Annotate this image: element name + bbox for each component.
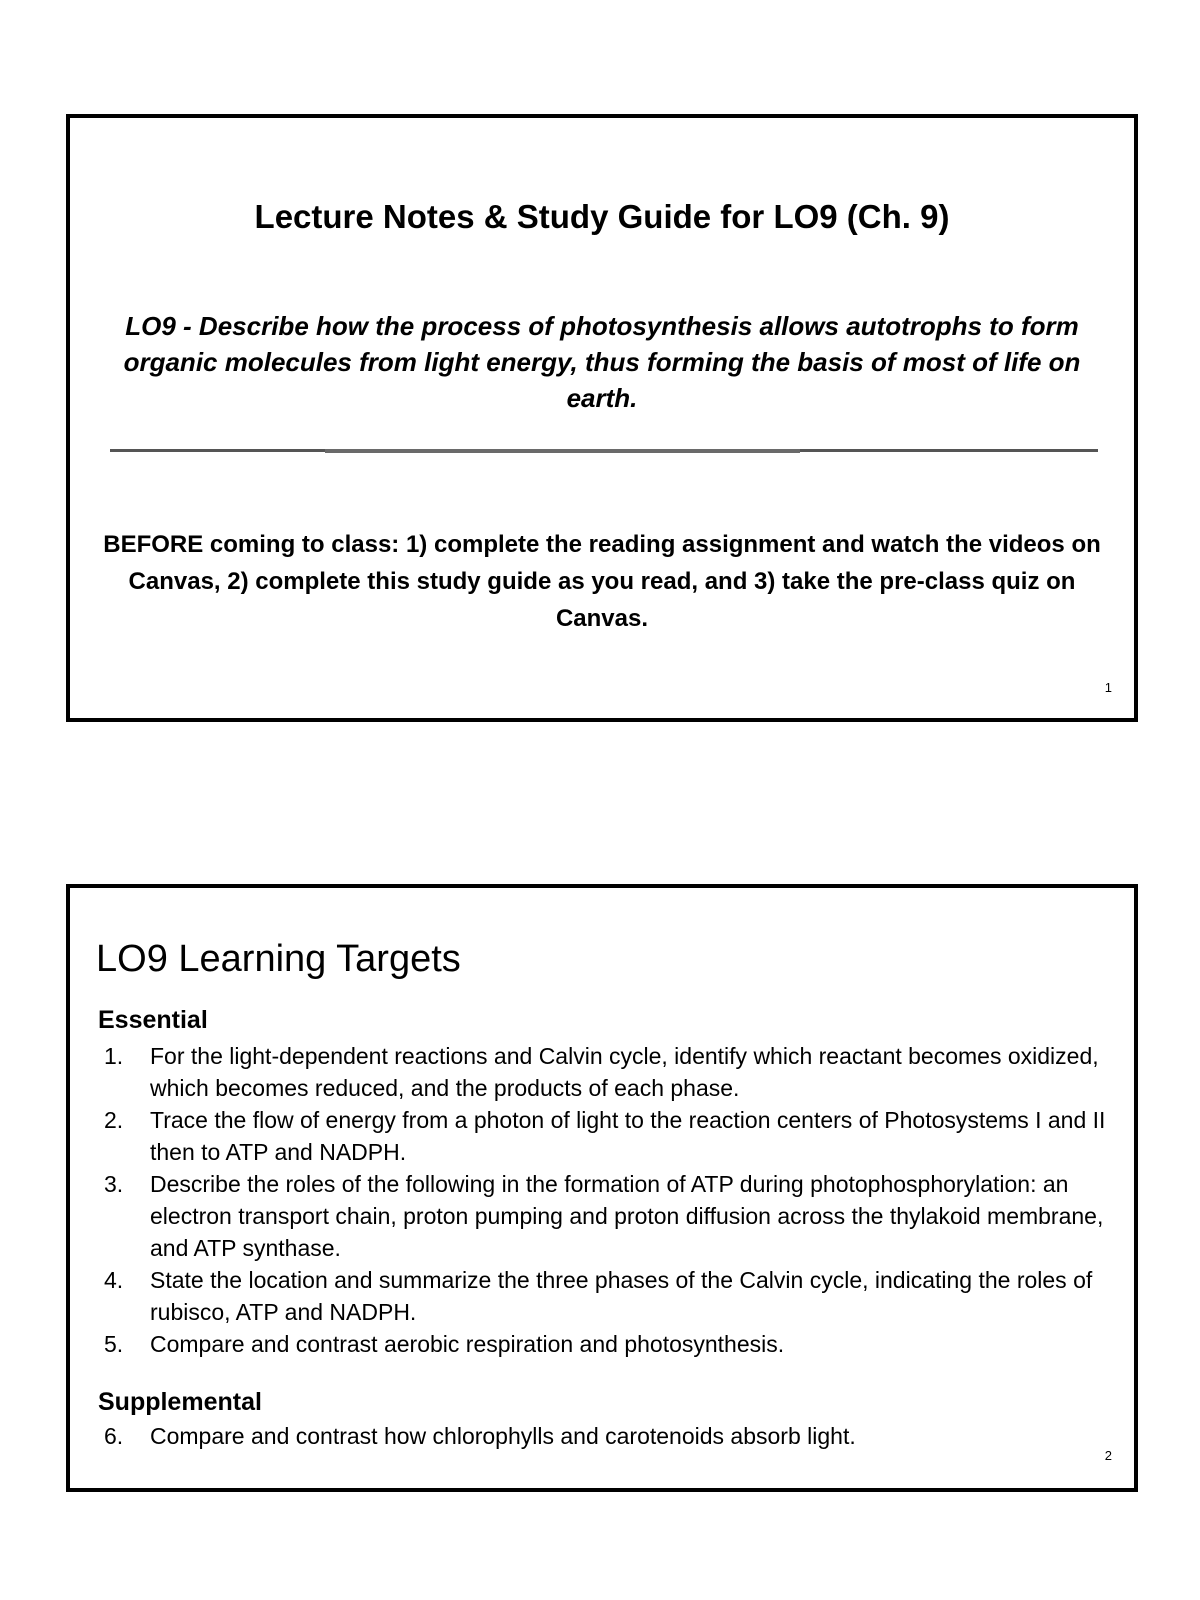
slide-1-title: Lecture Notes & Study Guide for LO9 (Ch. 9): [254, 198, 950, 235]
divider-line: [110, 449, 1098, 452]
item-text: Compare and contrast how chlorophylls and carotenoids absorb light.: [150, 1423, 856, 1449]
slide-number: 2: [1104, 1448, 1112, 1463]
list-item: [98, 1264, 1108, 1328]
item-text: Compare and contrast aerobic respiration and photosynthesis.: [150, 1331, 785, 1357]
item-number: 2.: [104, 1107, 124, 1133]
essential-target-list: [98, 1040, 1108, 1360]
item-number: 4.: [104, 1267, 124, 1293]
item-text: Trace the flow of energy from a photon of light to the reaction centers of Photosystems I and II then to ATP and NADPH.: [150, 1107, 1106, 1165]
list-item: [98, 1040, 1108, 1104]
list-item: [98, 1104, 1108, 1168]
pre-class-instructions: [100, 526, 1104, 637]
list-item: [98, 1420, 1108, 1452]
slide-2-title: LO9 Learning Targets: [96, 938, 461, 980]
item-text: Describe the roles of the following in the formation of ATP during photophosphorylation: an electron transport chain, proton pumping and proton diffusion across the thylakoid membrane, and ATP synthase.: [150, 1171, 1104, 1261]
item-text: State the location and summarize the three phases of the Calvin cycle, indicating the roles of rubisco, ATP and NADPH.: [150, 1267, 1093, 1325]
item-number: 1.: [104, 1043, 124, 1069]
slide-number: 1: [1104, 680, 1112, 695]
item-number: 5.: [104, 1331, 124, 1357]
instructions-text: coming to class: 1) complete the reading assignment and watch the videos on Canvas, 2) complete this study guide as you read, and 3) take the pre-class quiz on Canvas.: [128, 531, 1101, 632]
item-number: 3.: [104, 1171, 124, 1197]
item-text: For the light-dependent reactions and Calvin cycle, identify which reactant becomes oxidized, which becomes reduced, and the products of each phase.: [150, 1043, 1099, 1101]
learning-objective: LO9 - Describe how the process of photosynthesis allows autotrophs to form organic molecules from light energy, thus forming the basis of most of life on earth.: [123, 311, 1081, 413]
supplemental-heading: Supplemental: [98, 1388, 262, 1416]
supplemental-target-list: [98, 1420, 1108, 1452]
slide-2: [66, 884, 1138, 1492]
list-item: [98, 1168, 1108, 1264]
item-number: 6.: [104, 1423, 124, 1449]
instructions-lead: BEFORE: [103, 531, 204, 558]
slide-1: [66, 114, 1138, 722]
list-item: [98, 1328, 1108, 1360]
essential-heading: Essential: [98, 1006, 208, 1034]
